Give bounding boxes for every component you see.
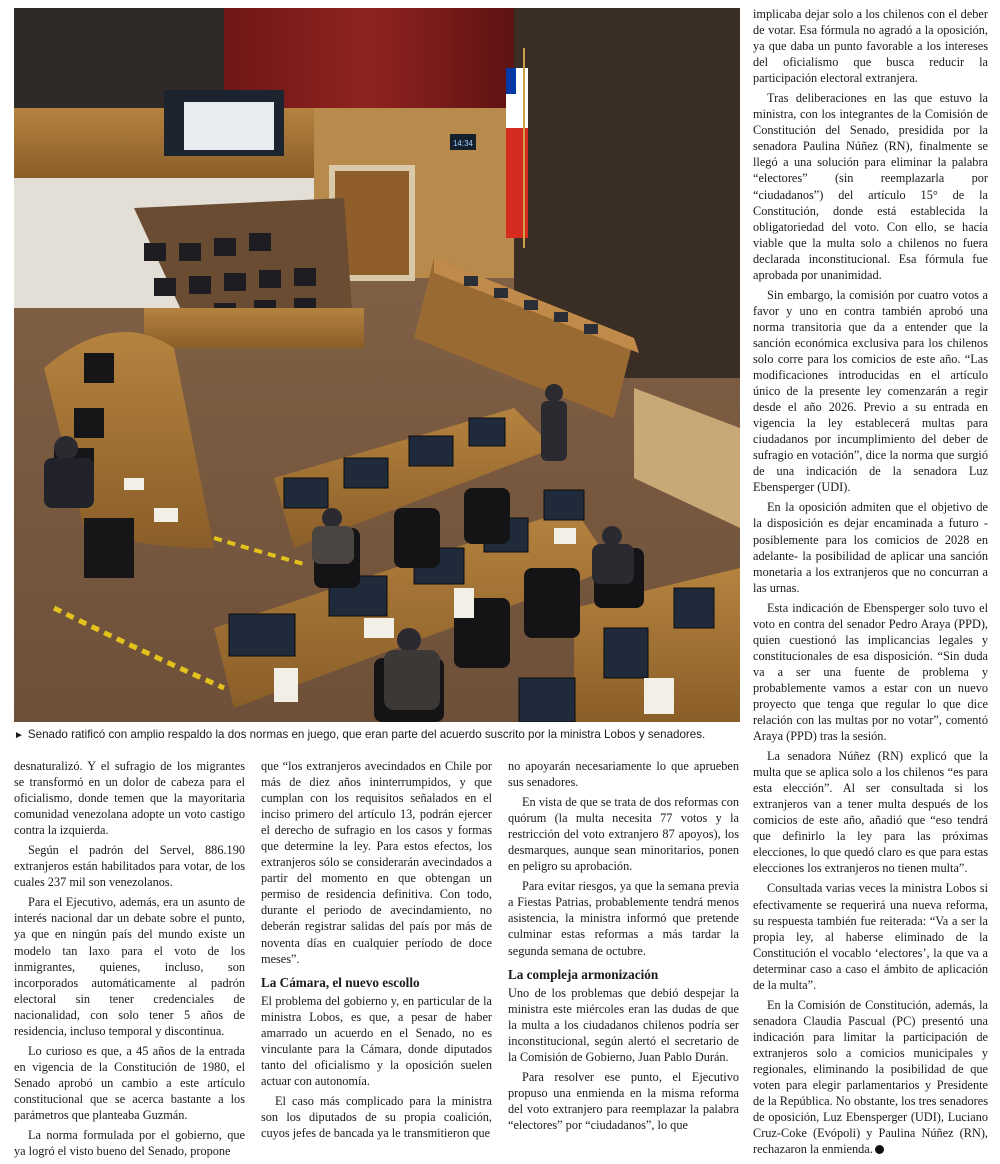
clock-display: 14:34: [452, 139, 474, 148]
paragraph: Tras deliberaciones en las que estuvo la ministra, con los integrantes de la Comisión de Constitución del Senado, presidida por la senadora Paulina Núñez (RN), finalmente se llegó a una solución para eliminar la palabra “electores” (sin reemplazarla por “ciudadanos”) del artículo 15° de la Constitución, donde está establecida la obligatoriedad del voto. Con ello, se hacía viable que la multa solo a chilenos no fuera declarada inconstitucional. Esa fórmula fue aprobada por unanimidad.: [753, 91, 988, 282]
caption-marker: ►: [14, 730, 24, 741]
paragraph-final-text: En la Comisión de Constitución, además, la senadora Claudia Pascual (PC) presentó una indicación para limitar la participación de extranjeros solo a comicios municipales y regionales, eliminando la posibilidad de que voten para elegir parlamentarios y Presidente de la República. No obstante, los tres senadores de oposición, Luz Ebensperger (UDI), Luciano Cruz-Coke (Evópoli) y Paulina Núñez (RN), rechazaron la enmienda.: [753, 997, 988, 1157]
paragraph: El caso más complicado para la ministra son los diputados de su propia coalición, cuyos jefes de bancada ya le transmitieron que: [261, 1093, 492, 1140]
paragraph: Esta indicación de Ebensperger solo tuvo el voto en contra del senador Pedro Araya (PPD), quien cuestionó las implicancias legales y constitucionales de esa disposición. “Sin duda va a ser una fuente de problema y probablemente vamos a estar con un nuevo proyecto que tenga que regular lo que dice relación con las multas por no votar”, comentó Araya (PPD) tras la sesión.: [753, 600, 988, 744]
article-column-1: [14, 758, 245, 1163]
paragraph: Según el padrón del Servel, 886.190 extranjeros están habilitados para votar, de los cuales 237 mil son venezolanos.: [14, 843, 245, 890]
article-column-2: [261, 758, 492, 1145]
senate-chamber-illustration: [14, 8, 740, 722]
paragraph: Para evitar riesgos, ya que la semana previa a Fiestas Patrias, probablemente tendrá menos asistencia, la ministra informó que pretende culminar estas reformas a más tardar la segunda semana de octubre.: [508, 879, 739, 958]
section-heading: La Cámara, el nuevo escollo: [261, 974, 420, 990]
paragraph: implicaba dejar solo a los chilenos con el deber de votar. Esa fórmula no agradó a la oposición, ya que daba un punto favorable a los intereses del oficialismo que busca reducir la participación electoral extranjera.: [753, 7, 988, 86]
paragraph: En la oposición admiten que el objetivo de la disposición es dejar encaminada a futuro -posiblemente para los comicios de 2028 en adelante- la posibilidad de aplicar una sanción monetaria a los extranjeros que no concurran a las urnas.: [753, 500, 988, 595]
caption-text: Senado ratificó con amplio respaldo la dos normas en juego, que eran parte del acuerdo suscrito por la ministra Lobos y senadores.: [27, 728, 706, 741]
paragraph: El problema del gobierno y, en particular de la ministra Lobos, es que, a pesar de haber amarrado un acuerdo en el Senado, no es vinculante para la Cámara, donde diputados tanto del oficialismo y la oposición suelen actuar con autonomía.: [261, 993, 492, 1088]
end-of-article-dot-icon: [875, 1145, 884, 1154]
paragraph: Sin embargo, la comisión por cuatro votos a favor y uno en contra también aprobó una norma transitoria que da a entender que la sanción económica exclusiva para los chilenos solo corre para los comicios de este año. “Las modificaciones introducidas en el artículo único de la presente ley comenzarán a regir desde el año 2026. Previo a su entrada en vigencia la ley establecerá multas para ciudadanos por incumplimiento del deber de sufragio en votación”, dice la norma que surgió de una indicación de la senadora Luz Ebensperger (UDI).: [753, 287, 988, 495]
article-column-right: [753, 6, 988, 1161]
section-heading: La compleja armonización: [508, 966, 659, 982]
paragraph: que “los extranjeros avecindados en Chile por más de diez años ininterrumpidos, y que cumplan con los requisitos señalados en el inciso primero del artículo 13, podrán ejercer el derecho de sufragio en los casos y formas que determine la ley. Para estos efectos, los extranjeros sólo se considerarán avecindados a partir del momento en que obtengan un permiso de residencia definitiva. Con todo, durante el periodo de avecindamiento, no deberán registrar salidas del país por más de noventa días en cualquier período de doce meses”.: [261, 759, 492, 966]
senate-chamber-photo: [14, 8, 740, 722]
paragraph: Para el Ejecutivo, además, era un asunto de interés nacional dar un debate sobre el punto, ya que en ningún país del mundo existe un modelo tan laxo para el voto de los inmigrantes, quienes, incluso, son incorporados automáticamente al padrón electoral sin tener credenciales de nacionalidad, con solo tener 5 años de residencia, incluso temporal y discontinua.: [14, 895, 245, 1038]
paragraph: Para resolver ese punto, el Ejecutivo propuso una enmienda en la misma reforma del voto extranjero para reemplazar la palabra “electores” por “ciudadanos”, lo que: [508, 1069, 739, 1132]
paragraph: En vista de que se trata de dos reformas con quórum (la multa necesita 77 votos y la restricción del voto extranjero 87 apoyos), los desmarques, aunque sean minoritarios, ponen en peligro su aprobación.: [508, 795, 739, 874]
paragraph: no apoyarán necesariamente lo que aprueben sus senadores.: [508, 759, 739, 790]
article-column-3: [508, 758, 739, 1137]
paragraph-final: [753, 997, 988, 1157]
photo-caption: [14, 728, 740, 743]
paragraph: Lo curioso es que, a 45 años de la entrada en vigencia de la Constitución de 1980, el Senado aprobó un cambio a este artículo constitucional que se acerca bastante a los parámetros que planteaba Guzmán.: [14, 1043, 245, 1122]
paragraph: La senadora Núñez (RN) explicó que la multa que se aplica solo a los chilenos “es para esta elección”. Al ser consultada si los extranjeros van a tener multa después de los comicios de este año, añadió que “eso tendrá que definirlo la ley para las próximas elecciones, lo que quedó claro es que para estas elecciones los extranjeros no tienen multa”.: [753, 749, 988, 876]
paragraph: Consultada varias veces la ministra Lobos si efectivamente se requerirá una nueva reforma, su respuesta también fue reiterada: “Va a ser la propia ley, al haberse eliminado de la Constitución el vocablo ‘electores’, la que va a determinar caso a caso el ámbito de aplicación de la multa”.: [753, 881, 988, 992]
paragraph: desnaturalizó. Y el sufragio de los migrantes se transformó en un dolor de cabeza para el oficialismo, donde temen que la mayoritaria comunidad venezolana adopte un voto castigo contra la izquierda.: [14, 759, 245, 838]
paragraph: La norma formulada por el gobierno, que ya logró el visto bueno del Senado, propone: [14, 1128, 245, 1159]
paragraph: Uno de los problemas que debió despejar la ministra este miércoles eran las dudas de que la multa a los ciudadanos chilenos podría ser inconstitucional, según alertó el secretario de la Comisión de Gobierno, Juan Pablo Durán.: [508, 985, 739, 1064]
